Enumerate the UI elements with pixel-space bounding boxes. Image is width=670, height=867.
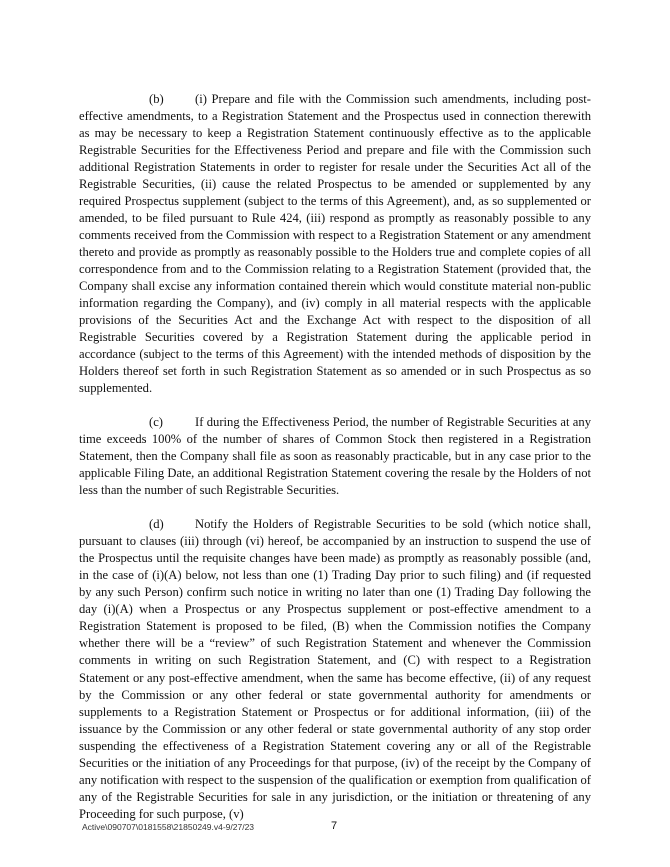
paragraph-label: (b) [149,92,164,106]
paragraph-text: Notify the Holders of Registrable Securities to be sold (which notice shall, pursuant to clauses (iii) through (vi) hereof, be accompanied by an instruction to suspend the use of the Prospectus until the requisite changes have been made) as promptly as reasonably possible (and, in the case of (i)(A) below, not less than one (1) Trading Day prior to such filing) and (if requested by any such Person) confirm such notice in writing no later than one (1) Trading Day following the day (i)(A) when a Prospectus or any Prospectus supplement or post-effective amendment to a Registration Statement is proposed to be filed, (B) when the Commission notifies the Company whether there will be a “review” of such Registration Statement and whenever the Commission comments in writing on such Registration Statement, and (C) with respect to a Registration Statement or any post-effective amendment, when the same has become effective, (ii) of any request by the Commission or any other federal or state governmental authority for amendments or supplements to a Registration Statement or Prospectus or for additional information, (iii) of the issuance by the Commission or any other federal or state governmental authority of any stop order suspending the effectiveness of a Registration Statement covering any or all of the Registrable Securities or the initiation of any Proceedings for that purpose, (iv) of the receipt by the Company of any notification with respect to the suspension of the qualification or exemption from qualification of any of the Registrable Securities for sale in any jurisdiction, or the initiation or threatening of any Proceeding for such purpose, (v) [79,517,591,821]
footer-document-id: Active\090707\0181558\21850249.v4-9/27/23 [82,822,255,832]
paragraph-label: (c) [149,415,163,430]
paragraph-text: (i) Prepare and file with the Commission such amendments, including post-effective amendments, to a Registration Statement and the Prospectus used in connection therewith as may be necessary to keep a Registration Statement continuously effective as to the applicable Registrable Securities for the Effectiveness Period and prepare and file with the Commission such additional Registration Statements in order to register for resale under the Securities Act all of the Registrable Securities, (ii) cause the related Prospectus to be amended or supplemented by any required Prospectus supplement (subject to the terms of this Agreement), and, as so supplemented or amended, to be filed pursuant to Rule 424, (iii) respond as promptly as reasonably possible to any comments received from the Commission with respect to a Registration Statement or any amendment thereto and provide as promptly as reasonably possible to the Holders true and complete copies of all correspondence from and to the Commission relating to a Registration Statement (provided that, the Company shall excise any information contained therein which would constitute material non-public information regarding the Company), and (iv) comply in all material respects with the applicable provisions of the Securities Act and the Exchange Act with respect to the disposition of all Registrable Securities covered by a Registration Statement during the applicable period in accordance (subject to the terms of this Agreement) with the intended methods of disposition by the Holders thereof set forth in such Registration Statement as so amended or in such Prospectus as so supplemented. [79,92,591,396]
page-number: 7 [331,820,338,832]
paragraph-d [79,516,591,822]
paragraph-c [79,414,591,499]
paragraph-text: If during the Effectiveness Period, the number of Registrable Securities at any time exceeds 100% of the number of shares of Common Stock then registered in a Registration Statement, then the Company shall file as soon as reasonably practicable, but in any case prior to the applicable Filing Date, an additional Registration Statement covering the resale by the Holders of not less than the number of such Registrable Securities. [79,415,591,498]
paragraph-b [79,91,591,397]
paragraph-label: (d) [149,517,164,532]
document-body [79,91,591,823]
